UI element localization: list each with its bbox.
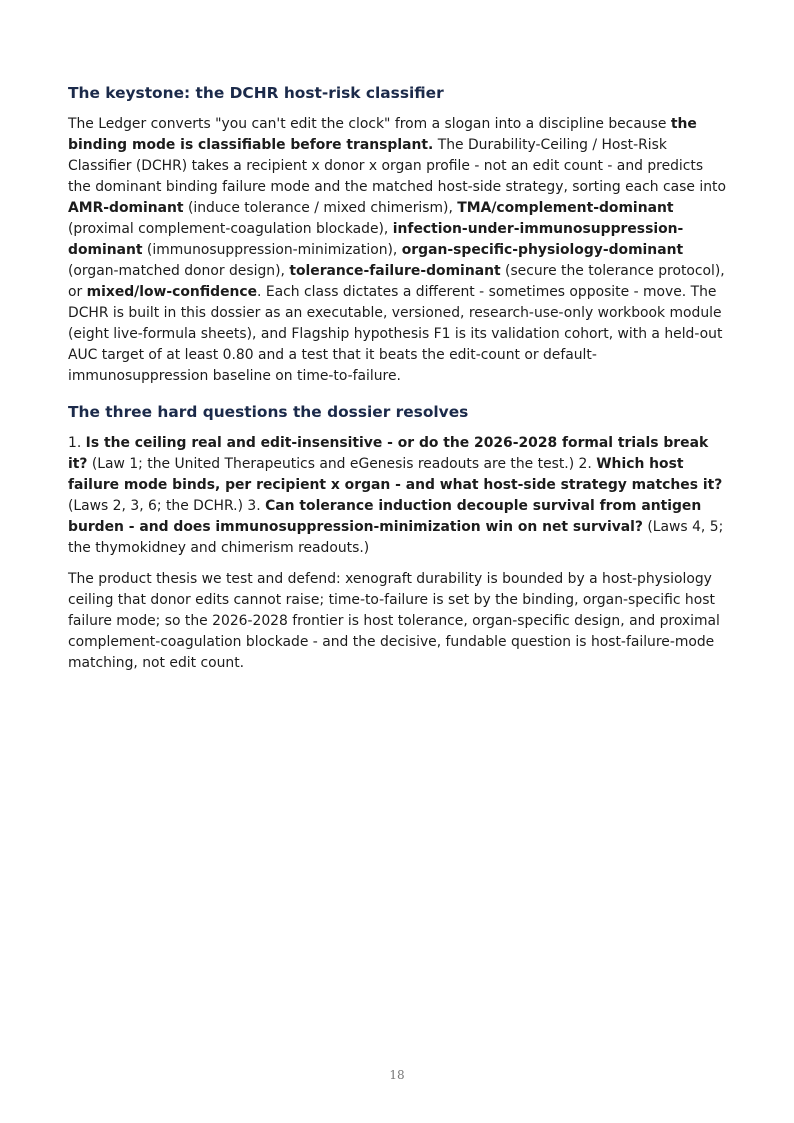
text-run: (secure the tolerance protocol), or <box>68 263 725 300</box>
text-run: (Laws 2, 3, 6; the DCHR.) 3. <box>68 498 266 514</box>
text-run: (proximal complement-coagulation blockade), <box>68 221 393 237</box>
question-3: Can tolerance induction decouple survival from antigen burden - and does immunosuppression-minimization win on net survival? <box>68 498 702 535</box>
page-number: 18 <box>389 1068 405 1082</box>
text-run: . Each class dictates a different - sometimes opposite - move. The DCHR is built in this dossier as an executable, versioned, research-use-only workbook module (eight live-formula sheets), and Flagship hypothesis F1 is its validation cohort, with a held-out AUC target of at least 0.80 and a test that it beats the edit-count or default-immunosuppression baseline on time-to-failure. <box>68 284 723 384</box>
class-tma-complement-dominant: TMA/complement-dominant <box>457 200 674 216</box>
keystone-paragraph <box>68 114 728 387</box>
text-run: (organ-matched donor design), <box>68 263 290 279</box>
question-2: Which host failure mode binds, per recipient x organ - and what host-side strategy matches it? <box>68 456 723 493</box>
questions-paragraph <box>68 433 728 559</box>
text-run: (Laws 4, 5; the thymokidney and chimerism readouts.) <box>68 519 724 556</box>
section-heading-keystone: The keystone: the DCHR host-risk classifier <box>68 84 444 102</box>
section-heading-hard-questions: The three hard questions the dossier resolves <box>68 403 469 421</box>
class-tolerance-failure-dominant: tolerance-failure-dominant <box>289 263 501 279</box>
page-content <box>68 82 728 684</box>
emphasis-binding-mode: the binding mode is classifiable before transplant. <box>68 116 697 153</box>
text-run: (induce tolerance / mixed chimerism), <box>183 200 458 216</box>
class-organ-physiology-dominant: organ-specific-physiology-dominant <box>401 242 684 258</box>
thesis-paragraph: The product thesis we test and defend: xenograft durability is bounded by a host-physiology ceiling that donor edits cannot raise; time-to-failure is set by the binding, organ-specific host failure mode; so the 2026-2028 frontier is host tolerance, organ-specific design, and proximal complement-coagulation blockade - and the decisive, fundable question is host-failure-mode matching, not edit count. <box>68 571 720 671</box>
question-1: Is the ceiling real and edit-insensitive - or do the 2026-2028 formal trials break it? <box>68 435 709 472</box>
text-run: 1. <box>68 435 86 451</box>
class-amr-dominant: AMR-dominant <box>68 200 184 216</box>
class-mixed-low-confidence: mixed/low-confidence <box>86 284 258 300</box>
text-run: The Durability-Ceiling / Host-Risk Classifier (DCHR) takes a recipient x donor x organ profile - not an edit count - and predicts the dominant binding failure mode and the matched host-side strategy, sorting each case into <box>68 137 726 195</box>
text-run: The Ledger converts "you can't edit the clock" from a slogan into a discipline because <box>68 116 671 132</box>
text-run: (immunosuppression-minimization), <box>142 242 402 258</box>
text-run: (Law 1; the United Therapeutics and eGenesis readouts are the test.) 2. <box>87 456 597 472</box>
class-infection-dominant: infection-under-immunosuppression-dominant <box>68 221 684 258</box>
